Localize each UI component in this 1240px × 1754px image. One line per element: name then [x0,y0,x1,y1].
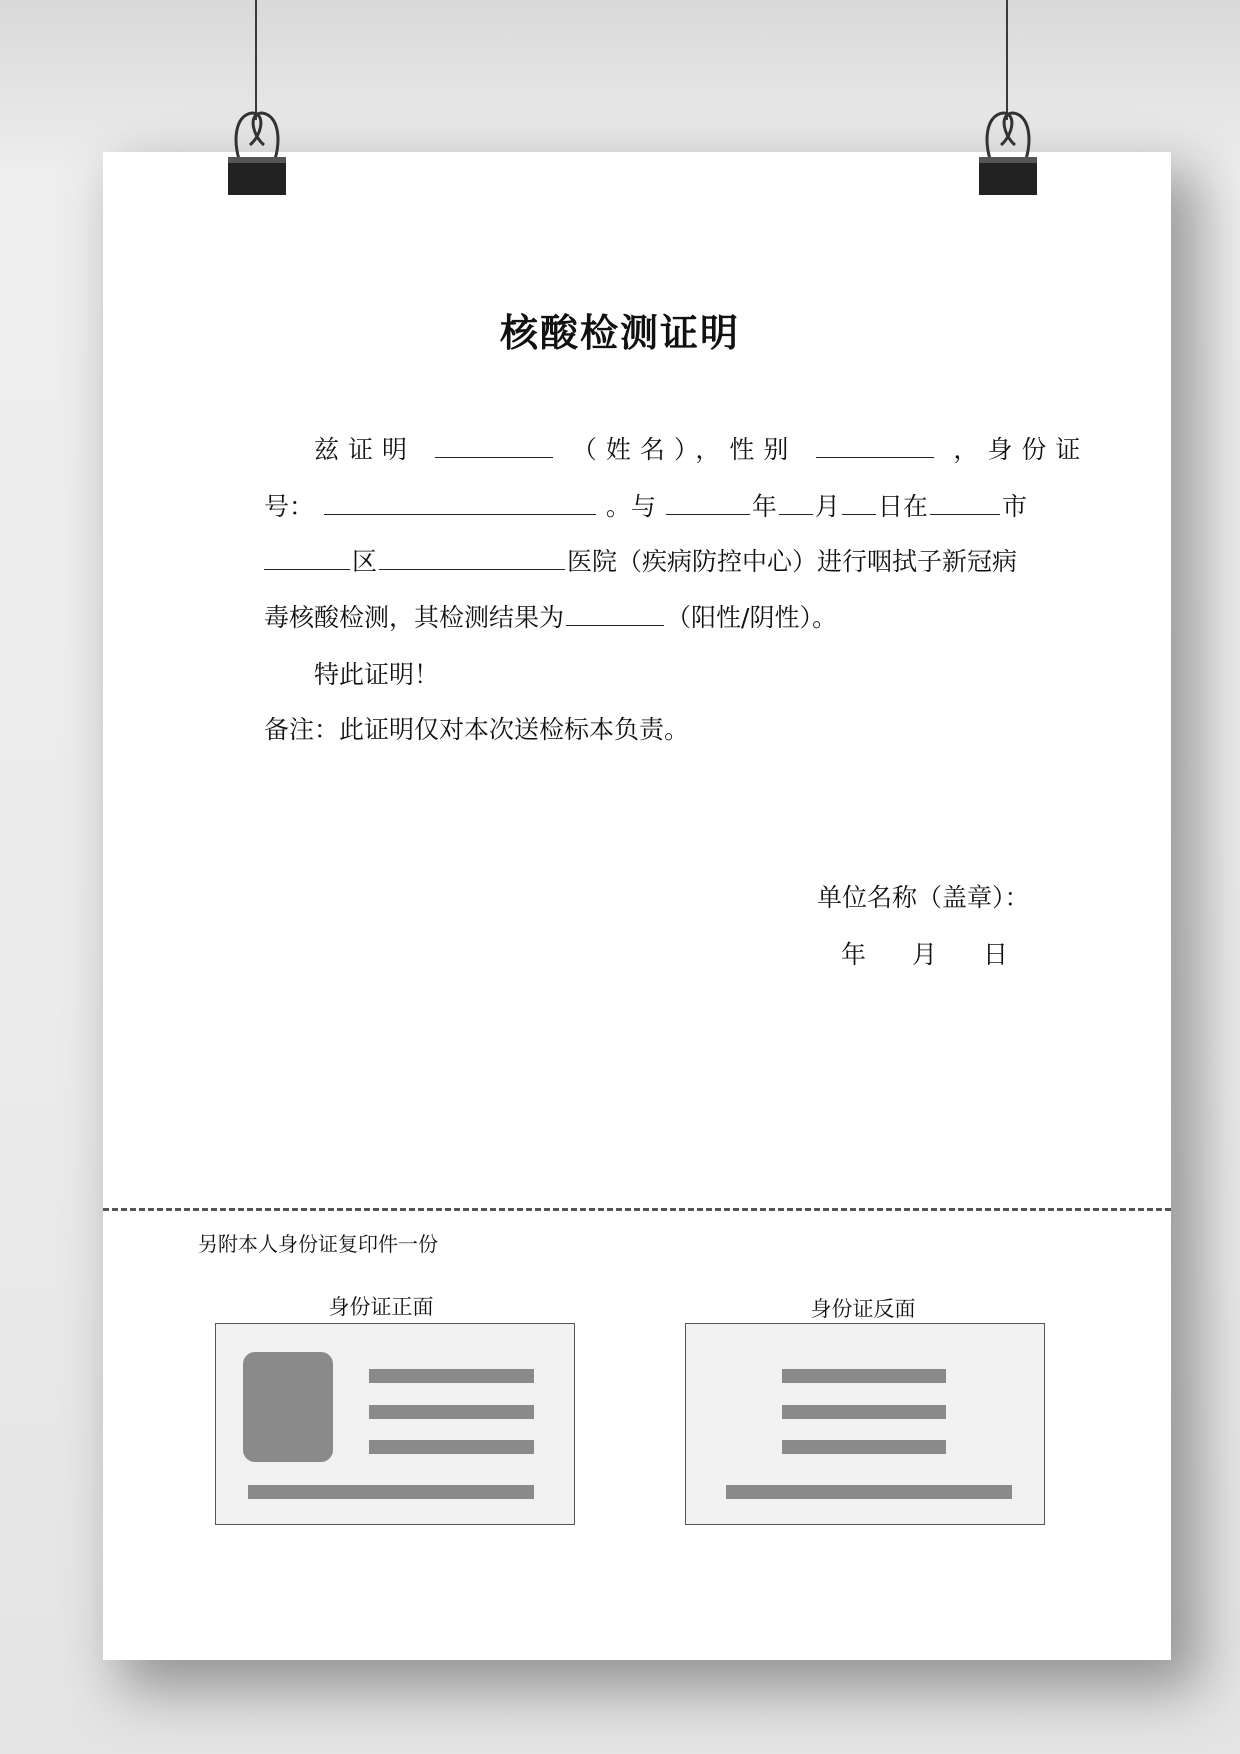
signature-day: 日 [982,940,1008,969]
id-back-validity-bar [726,1485,1012,1499]
body-line-2 [264,492,1027,522]
hospital-text: 医院（疾病防控中心）进行咽拭子新冠病 [567,547,1018,576]
id-number-field[interactable] [324,492,596,515]
gender-field[interactable] [816,435,934,458]
binder-clip-right-icon [973,105,1043,200]
test-day-field[interactable] [842,492,876,515]
id-suffix: 号： [264,492,315,521]
id-card-back[interactable] [685,1323,1045,1525]
intro-text: 兹证明 [314,435,417,464]
remark-line [264,715,1014,745]
id-front-number-bar [248,1485,534,1499]
hanging-wire-right [1006,0,1008,120]
hanging-wire-left [255,0,257,120]
district-text: 区 [352,547,378,576]
id-front-text-bar [369,1440,534,1454]
district-field[interactable] [264,547,350,570]
city-text: 市 [1001,492,1027,521]
id-front-text-bar [369,1369,534,1383]
result-text: 毒核酸检测，其检测结果为 [264,603,565,632]
hospital-field[interactable] [379,547,565,570]
result-options: （阳性/阴性）。 [666,603,837,632]
cut-line [103,1208,1171,1211]
test-month-field[interactable] [779,492,813,515]
id-back-text-bar [782,1369,946,1383]
closing-text: 特此证明！ [314,660,440,689]
year-text: 年 [751,492,777,521]
binder-clip-left-icon [222,105,292,200]
body-line-4 [264,603,1014,633]
closing-line [264,660,1064,690]
id-back-text-bar [782,1440,946,1454]
id-front-text-bar [369,1405,534,1419]
id-front-caption: 身份证正面 [328,1295,434,1319]
test-year-field[interactable] [666,492,750,515]
remark-text: 备注：此证明仅对本次送检标本负责。 [264,715,690,744]
with-text: 。与 [605,492,656,521]
id-card-front[interactable] [215,1323,575,1525]
city-field[interactable] [930,492,1000,515]
signature-date [841,940,1008,970]
attachment-note: 另附本人身份证复印件一份 [198,1232,438,1256]
signature-year: 年 [841,940,867,969]
id-label: ，身份证 [953,435,1090,464]
page-title: 核酸检测证明 [499,311,740,355]
body-line-3 [264,547,1018,577]
body-line-1 [264,435,1090,465]
id-back-text-bar [782,1405,946,1419]
name-gender-label: （姓名），性别 [571,435,798,464]
signature-month: 月 [911,940,937,969]
id-photo-placeholder [243,1352,333,1462]
signature-unit: 单位名称（盖章）： [817,883,1030,912]
name-field[interactable] [435,435,553,458]
id-back-caption: 身份证反面 [810,1297,916,1321]
month-text: 月 [814,492,840,521]
day-at-text: 日在 [877,492,928,521]
result-field[interactable] [566,603,664,626]
